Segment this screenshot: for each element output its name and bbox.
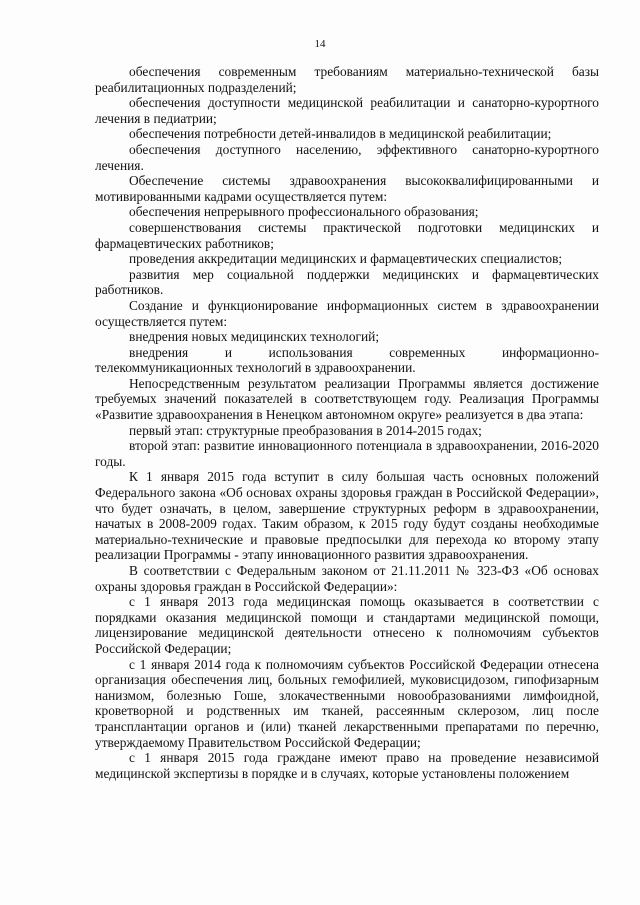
page-number: 14 <box>314 38 326 50</box>
paragraph: обеспечения непрерывного профессионального образования; <box>129 204 479 220</box>
paragraph: второй этап: развитие инновационного потенциала в здравоохранении, 2016-2020 годы. <box>95 438 599 469</box>
paragraph: внедрения и использования современных информационно-телекоммуникационных технологий в здравоохранении. <box>95 344 599 376</box>
paragraph: проведения аккредитации медицинских и фармацевтических специалистов; <box>129 251 563 267</box>
paragraph: первый этап: структурные преобразования в 2014-2015 годах; <box>129 422 482 438</box>
paragraph: с 1 января 2013 года медицинская помощь оказывается в соответствии с порядками оказания медицинской помощи и стандартами медицинской помощи, лицензирование медицинской деятельности отнесено к полномочиям субъектов Российской Федерации; <box>95 594 599 656</box>
paragraph: с 1 января 2015 года граждане имеют право на проведение независимой медицинской экспертизы в порядке и в случаях, которые установлены положением <box>95 750 599 781</box>
paragraph: В соответствии с Федеральным законом от 21.11.2011 № 323-ФЗ «Об основах охраны здоровья граждан в Российской Федерации»: <box>95 563 599 594</box>
paragraph: Создание и функционирование информационных систем в здравоохранении осуществляется путем: <box>95 297 599 329</box>
paragraph: внедрения новых медицинских технологий; <box>129 329 380 345</box>
paragraph: совершенствования системы практической подготовки медицинских и фармацевтических работников; <box>95 219 599 251</box>
paragraph: Непосредственным результатом реализации Программы является достижение требуемых значений показателей в соответствующем году. Реализация Программы «Развитие здравоохранения в Ненецком автономном округе» реализуется в два этапа: <box>95 375 599 423</box>
paragraph: обеспечения доступности медицинской реабилитации и санаторно-курортного лечения в педиатрии; <box>95 95 599 126</box>
document-body <box>95 64 599 781</box>
paragraph: обеспечения современным требованиям материально-технической базы реабилитационных подразделений; <box>95 64 599 95</box>
paragraph: обеспечения доступного населению, эффективного санаторно-курортного лечения. <box>95 141 599 173</box>
paragraph: обеспечения потребности детей-инвалидов в медицинской реабилитации; <box>129 126 552 142</box>
paragraph: развития мер социальной поддержки медицинских и фармацевтических работников. <box>95 266 599 298</box>
paragraph: К 1 января 2015 года вступит в силу большая часть основных положений Федерального закона «Об основах охраны здоровья граждан в Российской Федерации», что будет означать, в целом, завершение структурных реформ в здравоохранении, начатых в 2008-2009 годах. Таким образом, к 2015 году будут созданы необходимые материально-технические и правовые предпосылки для перехода ко второму этапу реализации Программы - этапу инновационного развития здравоохранения. <box>95 469 599 563</box>
paragraph: Обеспечение системы здравоохранения высококвалифицированными и мотивированными кадрами осуществляется путем: <box>95 173 599 204</box>
paragraph: с 1 января 2014 года к полномочиям субъектов Российской Федерации отнесена организация обеспечения лиц, больных гемофилией, муковисцидозом, гипофизарным нанизмом, болезнью Гоше, злокачественными новообразованиями лимфоидной, кроветворной и родственных им тканей, рассеянным склерозом, лиц после трансплантации органов и (или) тканей лекарственными препаратами по перечню, утверждаемому Правительством Российской Федерации; <box>95 656 599 750</box>
